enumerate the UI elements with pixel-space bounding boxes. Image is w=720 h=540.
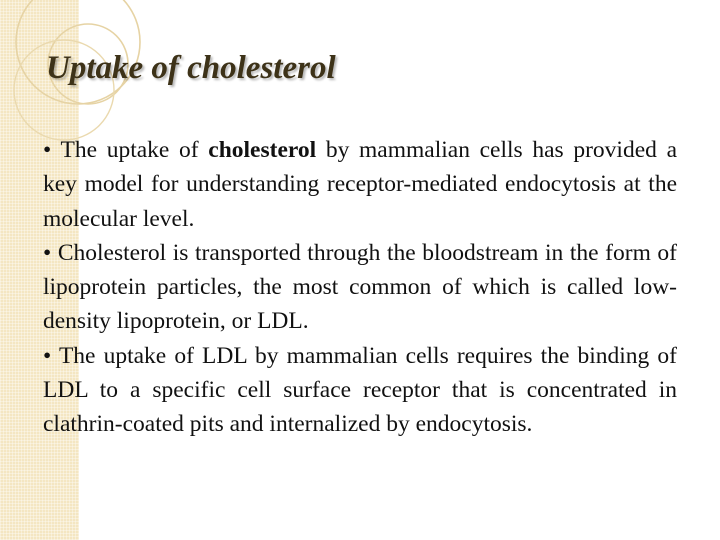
bullet-item-2: [43, 236, 677, 339]
bullet-3-text: The uptake of LDL by mammalian cells requires the binding of LDL to a specific cell surface receptor that is concentrated in clathrin-coated pits and internalized by endocytosis.: [43, 342, 677, 438]
bullet-item-3: [43, 339, 677, 442]
slide-title: Uptake of cholesterol: [46, 50, 336, 86]
bullet-2-text: Cholesterol is transported through the bloodstream in the form of lipoprotein particles, the most common of which is called low-density lipoprotein, or LDL.: [43, 239, 678, 335]
bullet-1-bold-term: cholesterol: [208, 137, 317, 163]
bullet-symbol: •: [43, 239, 52, 266]
bullet-symbol: •: [43, 342, 52, 369]
bullet-1-text-end: by mammalian cells has provided a key model for understanding receptor-mediated endocytosis at the molecular level.: [43, 137, 677, 232]
bullet-symbol: •: [43, 137, 52, 163]
bullet-1-text-start: The uptake of: [60, 137, 209, 163]
bullet-item-1: [43, 133, 677, 236]
slide-body: [43, 133, 677, 442]
